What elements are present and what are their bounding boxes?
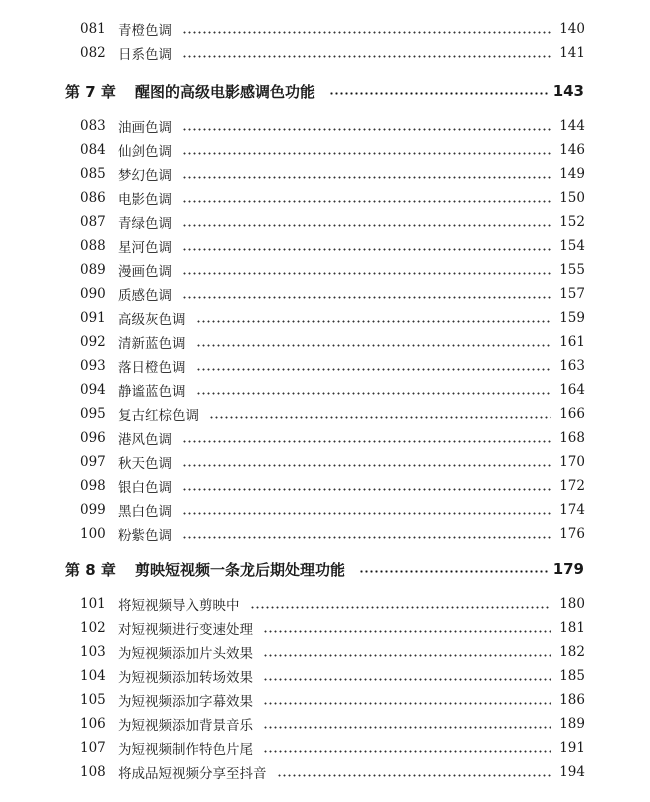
entry-page: 164 (559, 382, 585, 398)
entry-number: 098 (80, 478, 106, 494)
entry-page: 152 (559, 214, 585, 230)
entry-title: 黑白色调 (118, 504, 172, 520)
toc-entry (80, 308, 585, 328)
toc-entry (80, 618, 585, 638)
toc-entry (80, 332, 585, 352)
dot-leader (196, 368, 552, 371)
dot-leader (277, 774, 552, 777)
dot-leader (196, 344, 552, 347)
entry-title: 静谧蓝色调 (118, 384, 186, 400)
entry-page: 149 (559, 166, 585, 182)
dot-leader (182, 152, 551, 155)
entry-title: 星河色调 (118, 240, 172, 256)
entry-number: 093 (80, 358, 106, 374)
dot-leader (209, 416, 551, 419)
entry-page: 146 (559, 142, 585, 158)
dot-leader (182, 536, 551, 539)
entry-number: 083 (80, 118, 106, 134)
toc-entry (80, 428, 585, 448)
entry-page: 159 (559, 310, 585, 326)
entry-title: 对短视频进行变速处理 (118, 622, 253, 638)
dot-leader (263, 750, 551, 753)
entry-page: 154 (559, 238, 585, 254)
entry-page: 140 (559, 21, 585, 37)
entry-title: 落日橙色调 (118, 360, 186, 376)
entry-number: 099 (80, 502, 106, 518)
chapter-heading (65, 558, 584, 580)
entry-title: 复古红棕色调 (118, 408, 199, 424)
entry-page: 185 (559, 668, 585, 684)
toc-entry (80, 236, 585, 256)
dot-leader (182, 176, 551, 179)
entry-title: 梦幻色调 (118, 168, 172, 184)
dot-leader (263, 726, 551, 729)
entry-page: 157 (559, 286, 585, 302)
dot-leader (182, 296, 551, 299)
dot-leader (182, 464, 551, 467)
entry-title: 电影色调 (118, 192, 172, 208)
toc-entry (80, 212, 585, 232)
entry-title: 为短视频添加片头效果 (118, 646, 253, 662)
dot-leader (182, 31, 551, 34)
toc-entry (80, 666, 585, 686)
entry-page: 150 (559, 190, 585, 206)
dot-leader (263, 654, 551, 657)
toc-entry (80, 714, 585, 734)
entry-number: 102 (80, 620, 106, 636)
dot-leader (182, 248, 551, 251)
chapter-title: 剪映短视频一条龙后期处理功能 (135, 560, 346, 579)
entry-number: 088 (80, 238, 106, 254)
dot-leader (250, 606, 552, 609)
toc-entry (80, 356, 585, 376)
dot-leader (182, 440, 551, 443)
entry-number: 082 (80, 45, 106, 61)
entry-number: 085 (80, 166, 106, 182)
entry-number: 086 (80, 190, 106, 206)
entry-page: 191 (559, 740, 585, 756)
entry-title: 为短视频添加背景音乐 (118, 718, 253, 734)
toc-entry (80, 43, 585, 63)
entry-page: 141 (559, 45, 585, 61)
entry-title: 港风色调 (118, 432, 172, 448)
entry-title: 将短视频导入剪映中 (118, 598, 240, 614)
toc-entry (80, 690, 585, 710)
dot-leader (182, 488, 551, 491)
toc-entry (80, 188, 585, 208)
toc-entry (80, 260, 585, 280)
dot-leader (329, 92, 550, 95)
entry-title: 为短视频制作特色片尾 (118, 742, 253, 758)
entry-page: 155 (559, 262, 585, 278)
toc-entry (80, 642, 585, 662)
entry-number: 097 (80, 454, 106, 470)
entry-page: 189 (559, 716, 585, 732)
entry-number: 101 (80, 596, 106, 612)
entry-title: 将成品短视频分享至抖音 (118, 766, 267, 782)
entry-number: 089 (80, 262, 106, 278)
toc-entry (80, 380, 585, 400)
toc-entry (80, 164, 585, 184)
entry-title: 日系色调 (118, 47, 172, 63)
chapter-label: 第 8 章 (65, 560, 116, 579)
dot-leader (263, 702, 551, 705)
toc-entry (80, 738, 585, 758)
entry-title: 银白色调 (118, 480, 172, 496)
entry-number: 084 (80, 142, 106, 158)
entry-number: 100 (80, 526, 106, 542)
chapter-page: 179 (552, 560, 584, 578)
entry-title: 清新蓝色调 (118, 336, 186, 352)
entry-title: 青绿色调 (118, 216, 172, 232)
toc-entry (80, 500, 585, 520)
entry-page: 170 (559, 454, 585, 470)
chapter-heading (65, 80, 584, 102)
entry-title: 青橙色调 (118, 23, 172, 39)
entry-title: 为短视频添加字幕效果 (118, 694, 253, 710)
entry-title: 漫画色调 (118, 264, 172, 280)
dot-leader (196, 392, 552, 395)
entry-page: 163 (559, 358, 585, 374)
entry-number: 092 (80, 334, 106, 350)
toc-entry (80, 19, 585, 39)
chapter-title: 醒图的高级电影感调色功能 (135, 82, 316, 101)
entry-page: 176 (559, 526, 585, 542)
dot-leader (182, 272, 551, 275)
entry-title: 为短视频添加转场效果 (118, 670, 253, 686)
dot-leader (263, 630, 551, 633)
toc-entry (80, 762, 585, 782)
entry-page: 161 (559, 334, 585, 350)
entry-page: 194 (559, 764, 585, 780)
entry-title: 仙剑色调 (118, 144, 172, 160)
toc-entry (80, 524, 585, 544)
entry-title: 质感色调 (118, 288, 172, 304)
entry-number: 090 (80, 286, 106, 302)
dot-leader (196, 320, 552, 323)
entry-number: 096 (80, 430, 106, 446)
toc-entry (80, 140, 585, 160)
entry-number: 091 (80, 310, 106, 326)
toc-entry (80, 404, 585, 424)
entry-number: 104 (80, 668, 106, 684)
dot-leader (182, 128, 551, 131)
entry-number: 106 (80, 716, 106, 732)
toc-entry (80, 452, 585, 472)
entry-number: 081 (80, 21, 106, 37)
dot-leader (182, 200, 551, 203)
entry-page: 181 (559, 620, 585, 636)
entry-number: 107 (80, 740, 106, 756)
toc-entry (80, 594, 585, 614)
entry-page: 144 (559, 118, 585, 134)
toc-entry (80, 284, 585, 304)
entry-page: 186 (559, 692, 585, 708)
dot-leader (182, 55, 551, 58)
entry-page: 168 (559, 430, 585, 446)
entry-number: 094 (80, 382, 106, 398)
chapter-page: 143 (552, 82, 584, 100)
entry-page: 182 (559, 644, 585, 660)
dot-leader (263, 678, 551, 681)
entry-number: 105 (80, 692, 106, 708)
entry-number: 103 (80, 644, 106, 660)
entry-page: 172 (559, 478, 585, 494)
entry-page: 180 (559, 596, 585, 612)
entry-title: 油画色调 (118, 120, 172, 136)
dot-leader (182, 512, 551, 515)
entry-number: 108 (80, 764, 106, 780)
toc-entry (80, 116, 585, 136)
entry-title: 粉紫色调 (118, 528, 172, 544)
entry-number: 087 (80, 214, 106, 230)
entry-number: 095 (80, 406, 106, 422)
chapter-label: 第 7 章 (65, 82, 116, 101)
toc-entry (80, 476, 585, 496)
dot-leader (359, 570, 550, 573)
entry-title: 高级灰色调 (118, 312, 186, 328)
entry-page: 174 (559, 502, 585, 518)
entry-title: 秋天色调 (118, 456, 172, 472)
entry-page: 166 (559, 406, 585, 422)
dot-leader (182, 224, 551, 227)
